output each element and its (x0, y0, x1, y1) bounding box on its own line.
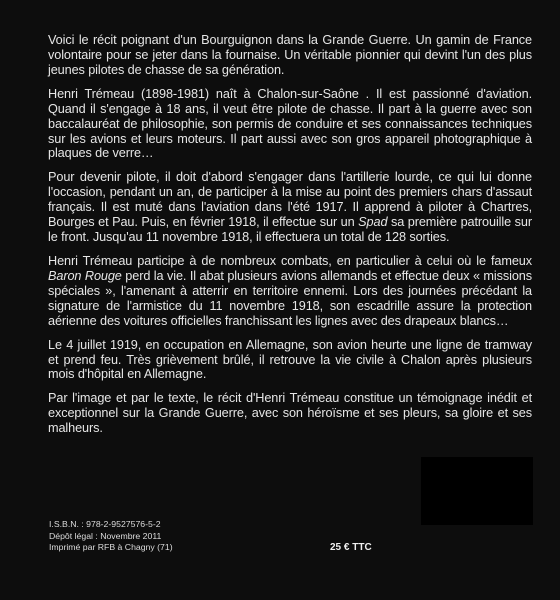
text-run: Voici le récit poignant d'un Bourguignon dans la Grande Guerre. Un gamin de France volontaire pour se jeter dans la fournaise. Un véritable pionnier qui devint l'un des plus jeunes pilotes de chasse de sa génération. (48, 33, 532, 77)
blurb-text (48, 33, 532, 436)
text-run: Par l'image et par le texte, le récit d'Henri Trémeau constitue un témoignage inédit et exceptionnel sur la Grande Guerre, avec son héroïsme et ses pleurs, sa gloire et ses malheurs. (48, 391, 532, 436)
text-run: Pour devenir pilote, il doit d'abord s'engager dans l'artillerie lourde, ce qui lui donne l'occasion, pendant un an, de participer à la mise au point des premiers chars d'assaut français. Il est muté dans l'aviation dans l'été 1917. Il apprend à piloter à Chartres, Bourges et Pau. Puis, en février 1918, il effectue sur un (48, 170, 532, 230)
blurb-paragraph (48, 338, 532, 383)
blurb-paragraph (48, 87, 532, 162)
italic-text-run: Baron Rouge (48, 268, 122, 283)
text-run: perd la vie. Il abat plusieurs avions allemands et effectue deux « missions spéciales », l'amenant à atterrir en territoire ennemi. Lors des journées précédant la signature de l'armistice du 11 novembre 1918, son escadrille assure la protection aérienne des voitures officielles franchissant les lignes avec des drapeaux blancs… (48, 268, 532, 328)
text-run: Henri Trémeau (1898-1981) naît à Chalon-sur-Saône . Il est passionné d'aviation. Quand il s'engage à 18 ans, il veut être pilote de chasse. Il part à la guerre avec son baccalauréat de philosophie, son permis de conduire et ses connaissances techniques sur les avions et leurs moteurs. Il part aussi avec son gros appareil photographique à plaques de verre… (48, 86, 532, 161)
blurb-paragraph (48, 170, 532, 245)
isbn-line: I.S.B.N. : 978-2-9527576-5-2 (49, 519, 161, 529)
blurb-paragraph (48, 391, 532, 436)
colophon (49, 519, 269, 554)
blurb-paragraph (48, 254, 532, 329)
italic-text-run: Spad (358, 215, 388, 230)
price-label: 25 € TTC (330, 542, 372, 553)
text-run: Henri Trémeau participe à de nombreux combats, en particulier à celui où le fameux (48, 253, 532, 268)
text-run: sa première patrouille sur le front. Jusqu'au 11 novembre 1918, il effectuera un total de 128 sorties. (48, 215, 532, 245)
barcode-area (421, 457, 533, 525)
printer-line: Imprimé par RFB à Chagny (71) (49, 542, 173, 553)
legal-deposit-line: Dépôt légal : Novembre 2011 (49, 530, 162, 541)
blurb-paragraph (48, 33, 532, 78)
text-run: Le 4 juillet 1919, en occupation en Allemagne, son avion heurte une ligne de tramway et prend feu. Très grièvement brûlé, il retrouve la vie civile à Chalon après plusieurs mois d'hôpital en Allemagne. (48, 337, 532, 382)
